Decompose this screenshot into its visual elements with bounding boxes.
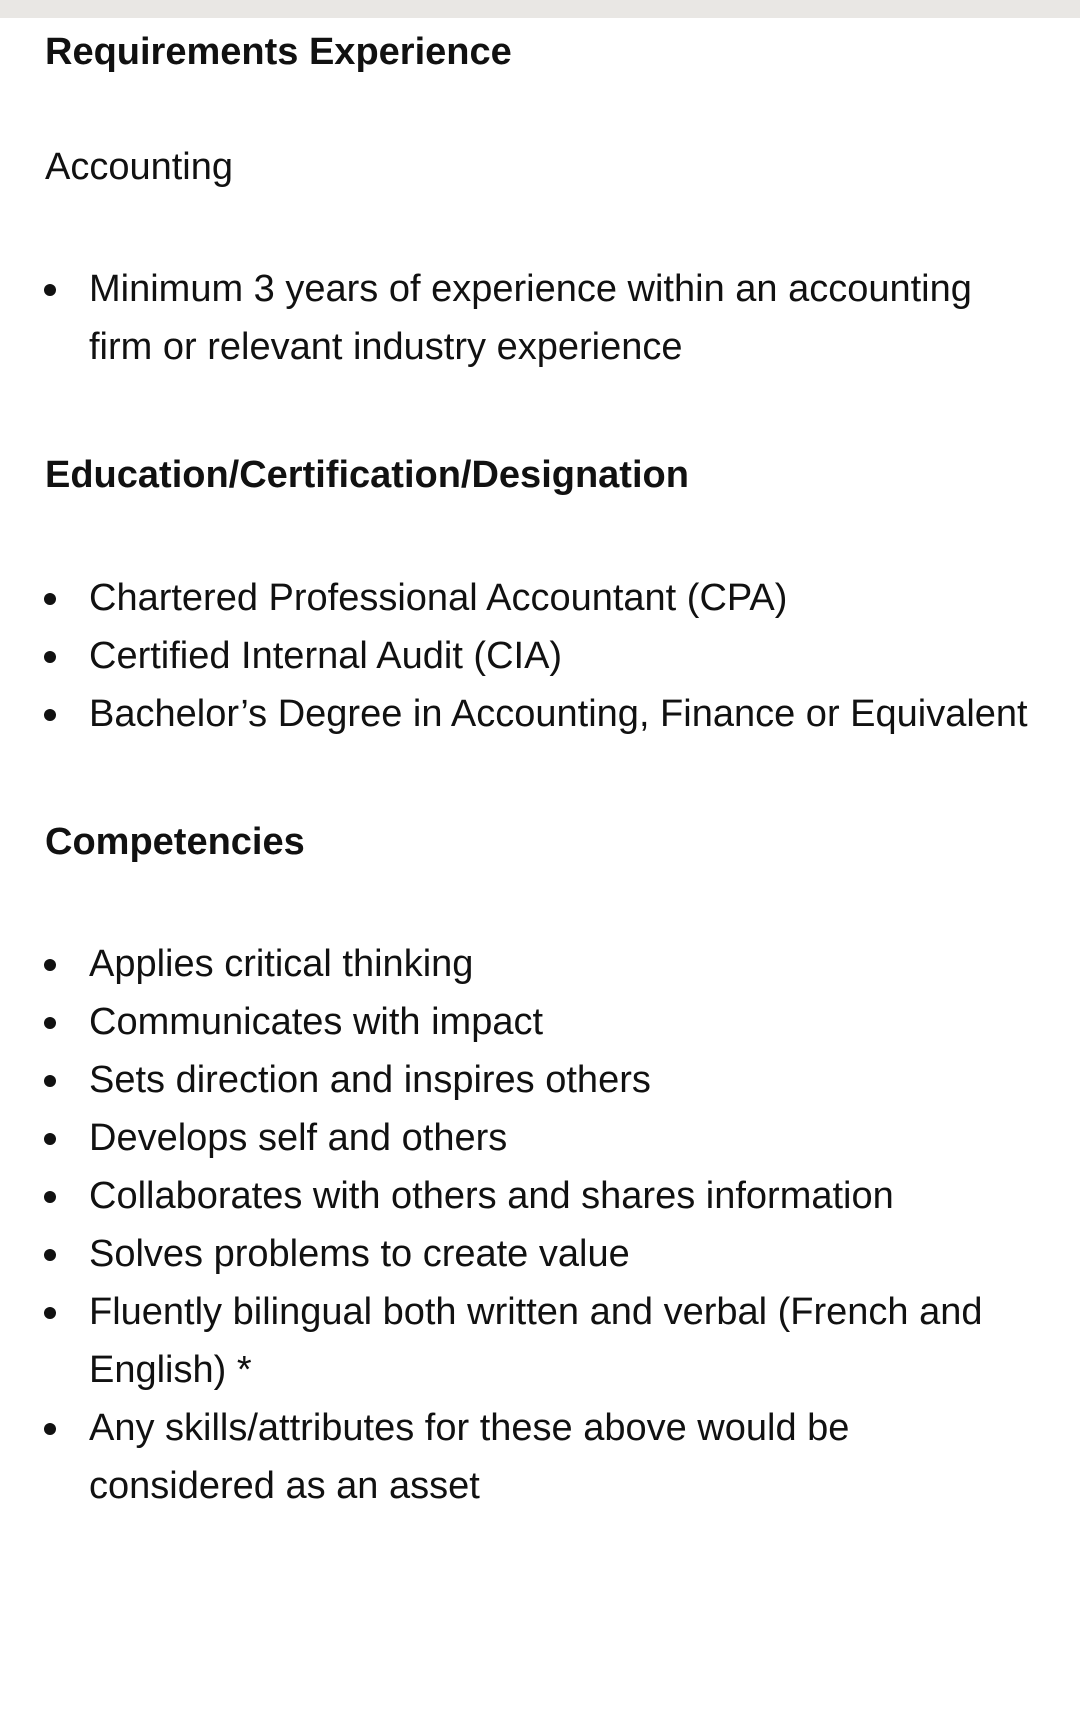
list-item: Fluently bilingual both written and verbal (French and English) *	[45, 1283, 1039, 1399]
education-heading: Education/Certification/Designation	[45, 454, 689, 497]
bullet-icon	[44, 959, 56, 971]
top-strip	[0, 0, 1080, 18]
requirements-list	[45, 260, 1045, 376]
list-item: Chartered Professional Accountant (CPA)	[45, 569, 1039, 627]
bullet-icon	[44, 1017, 56, 1029]
competencies-heading: Competencies	[45, 820, 305, 863]
list-item: Collaborates with others and shares information	[45, 1167, 1039, 1225]
bullet-icon	[44, 1423, 56, 1435]
list-item: Minimum 3 years of experience within an accounting firm or relevant industry experience	[45, 260, 1039, 376]
bullet-icon	[44, 1249, 56, 1261]
bullet-icon	[44, 1191, 56, 1203]
requirements-subheading: Accounting	[45, 145, 234, 188]
list-item: Any skills/attributes for these above would be considered as an asset	[45, 1399, 1039, 1515]
competencies-list	[45, 935, 1045, 1515]
list-item: Bachelor’s Degree in Accounting, Finance or Equivalent	[45, 685, 1039, 743]
list-item: Solves problems to create value	[45, 1225, 1039, 1283]
job-requirements-content	[45, 18, 1045, 1515]
bullet-icon	[44, 1307, 56, 1319]
list-item: Communicates with impact	[45, 993, 1039, 1051]
list-item: Applies critical thinking	[45, 935, 1039, 993]
list-item: Sets direction and inspires others	[45, 1051, 1039, 1109]
requirements-heading: Requirements Experience	[45, 31, 512, 73]
bullet-icon	[44, 651, 56, 663]
bullet-icon	[44, 284, 56, 296]
list-item: Develops self and others	[45, 1109, 1039, 1167]
bullet-icon	[44, 1133, 56, 1145]
education-list	[45, 569, 1045, 743]
list-item: Certified Internal Audit (CIA)	[45, 627, 1039, 685]
bullet-icon	[44, 593, 56, 605]
bullet-icon	[44, 709, 56, 721]
bullet-icon	[44, 1075, 56, 1087]
